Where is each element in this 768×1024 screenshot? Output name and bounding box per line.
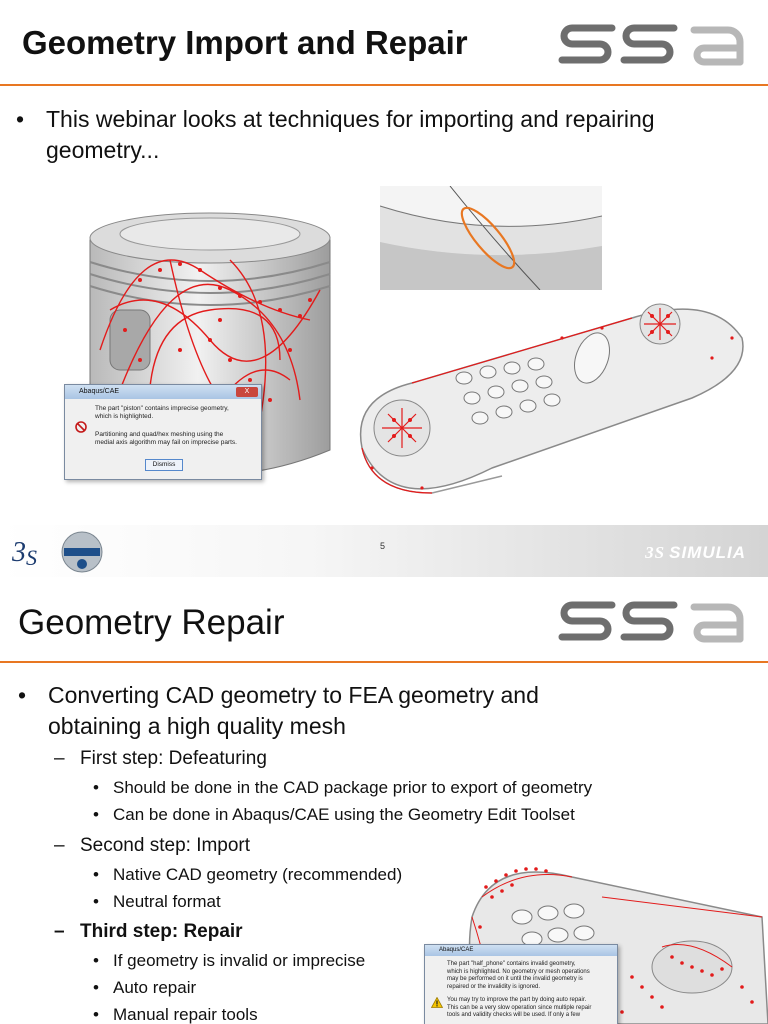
simulia-brand: 3S SIMULIA (645, 543, 746, 562)
step1-item-2: • Can be done in Abaqus/CAE using the Geometry Edit Toolset (93, 805, 575, 824)
surface-closeup-image (380, 186, 602, 290)
imprecise-geometry-dialog (64, 384, 262, 480)
dialog-message-2: You may try to improve the part by doing auto repair. This can be a very slow operation since multiple repair tools and validity checks will be used. If only a few (447, 997, 592, 1018)
dialog-message-2: Partitioning and quad/hex meshing using the medial axis algorithm may fail on imprecise parts. (95, 431, 237, 446)
step3-item-3: • Manual repair tools (93, 1005, 258, 1024)
slide-title: Geometry Repair (18, 603, 285, 642)
ssa-logo (556, 18, 748, 70)
3ds-logo (8, 531, 50, 571)
dialog-title: Abaqus/CAE (79, 388, 120, 395)
step-defeaturing: – First step: Defeaturing (54, 748, 267, 769)
step2-item-1: • Native CAD geometry (recommended) (93, 865, 403, 884)
intro-bullet-text: This webinar looks at techniques for importing and repairing geometry... (46, 106, 655, 163)
ssa-logo (556, 595, 748, 647)
dialog-title: Abaqus/CAE (439, 947, 474, 953)
intro-bullet (16, 104, 666, 166)
title-bar (0, 0, 768, 86)
title-bar (0, 577, 768, 663)
step-repair: – Third step: Repair (54, 921, 243, 942)
phone-part-image (352, 298, 750, 518)
step1-item-1: • Should be done in the CAD package prior to export of geometry (93, 778, 593, 797)
dialog-message-1: The part "piston" contains imprecise geometry, which is highlighted. (95, 405, 229, 420)
step2-item-2: • Neutral format (93, 892, 221, 911)
main-bullet-line-1: Converting CAD geometry to FEA geometry and (48, 682, 539, 708)
error-icon (75, 421, 87, 433)
dialog-titlebar (65, 385, 261, 399)
dialog-message-1: The part "half_phone" contains invalid geometry, which is highlighted. No geometry or mesh operations may be performed on it until the invalid geometry is repaired or the invalidity is ignored. (447, 961, 590, 990)
page-number: 5 (380, 541, 386, 551)
step-import: – Second step: Import (54, 835, 251, 856)
slide-title: Geometry Import and Repair (22, 24, 468, 61)
slide-geometry-repair (0, 577, 768, 1024)
step3-item-1: • If geometry is invalid or imprecise (93, 951, 366, 970)
partner-badge-icon (60, 530, 104, 574)
dismiss-button[interactable]: Dismiss (145, 459, 183, 471)
bullet-dot: • (18, 682, 27, 708)
invalid-geometry-dialog (424, 944, 618, 1024)
step3-item-2: • Auto repair (93, 978, 197, 997)
bullet-dot: • (16, 106, 25, 132)
svg-text:S: S (26, 545, 37, 570)
close-icon[interactable]: X (236, 387, 258, 397)
slide-footer (0, 525, 768, 577)
main-bullet-line-2: obtaining a high quality mesh (48, 713, 346, 739)
svg-text:3: 3 (12, 537, 26, 568)
dialog-titlebar (425, 945, 617, 956)
main-bullet (18, 680, 668, 742)
warning-icon (431, 997, 443, 1008)
